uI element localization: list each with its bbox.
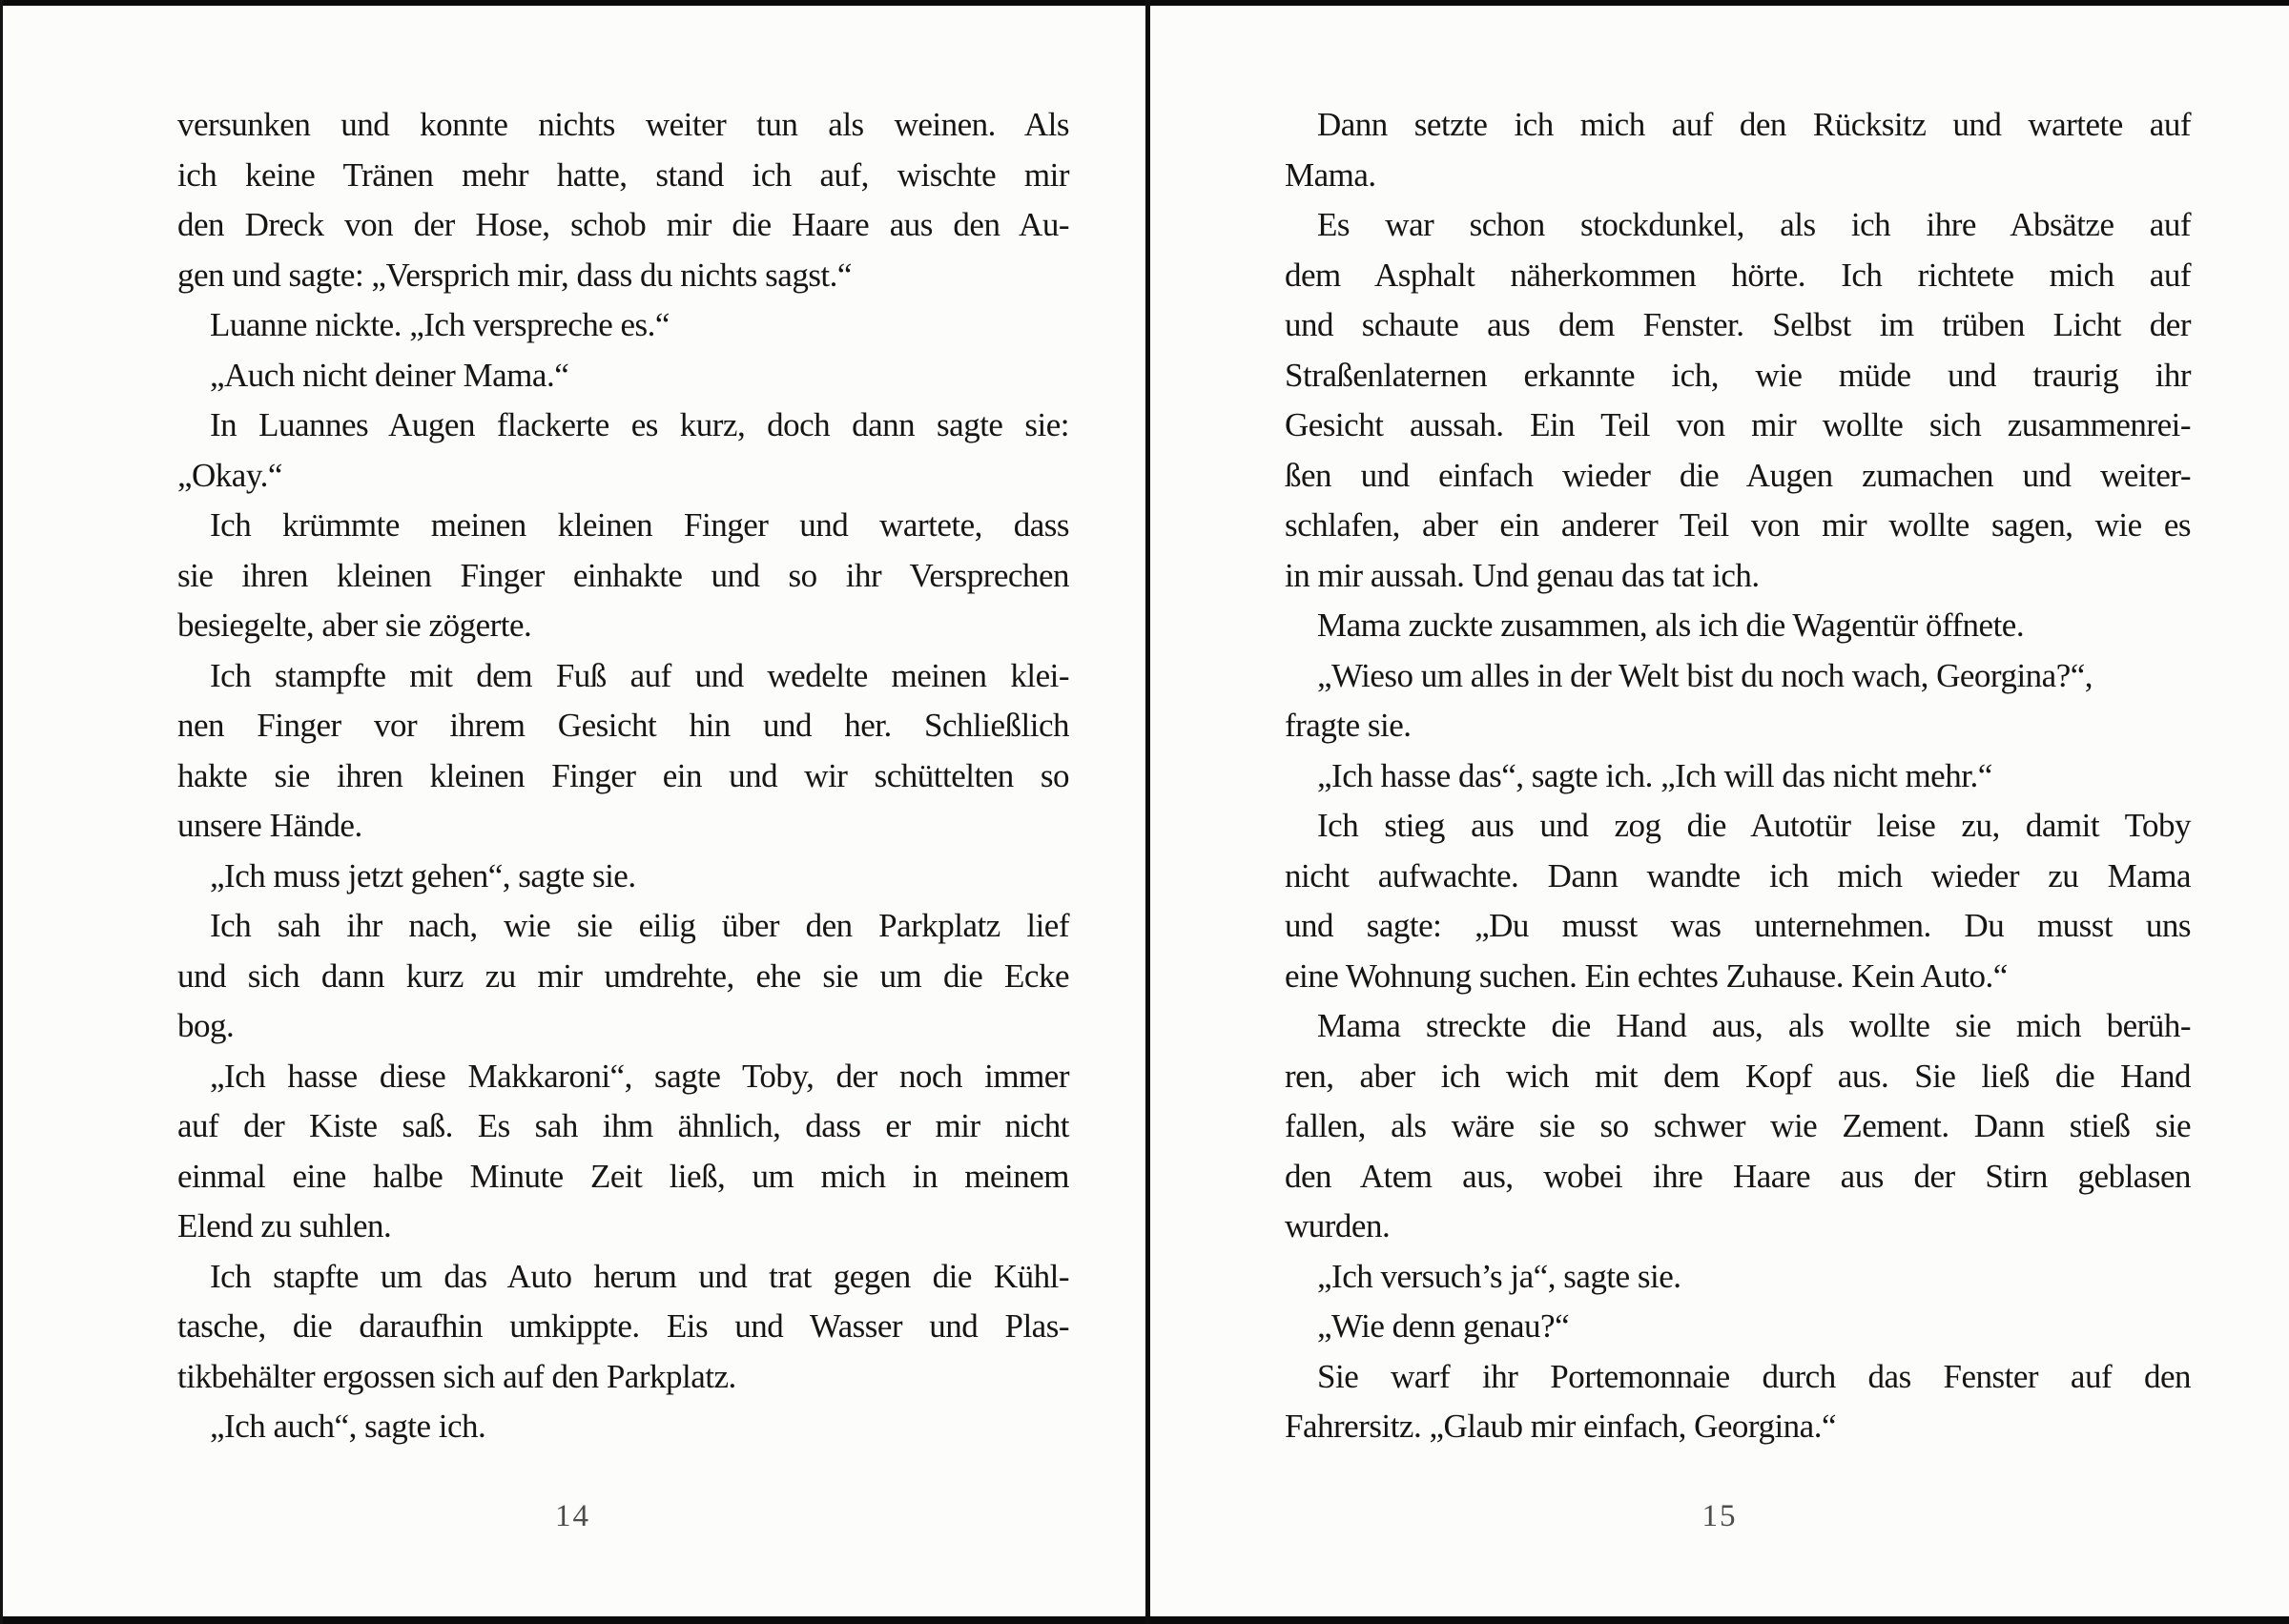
- text-line: In Luannes Augen flackerte es kurz, doch dann sagte sie:: [210, 406, 1069, 443]
- text-line: hakte sie ihren kleinen Finger ein und wir schüttelten so: [177, 756, 1069, 794]
- text-line: schlafen, aber ein anderer Teil von mir wollte sagen, wie es: [1285, 506, 2191, 544]
- text-line: „Auch nicht deiner Mama.“: [210, 356, 569, 394]
- text-line: versunken und konnte nichts weiter tun als weinen. Als: [177, 106, 1069, 143]
- text-line: „Ich muss jetzt gehen“, sagte sie.: [210, 856, 636, 894]
- text-line: und schaute aus dem Fenster. Selbst im trüben Licht der: [1285, 306, 2191, 343]
- text-line: Mama zuckte zusammen, als ich die Wagentür öffnete.: [1317, 606, 2025, 644]
- page-left-page-number: 14: [555, 1499, 590, 1533]
- text-line: „Wie denn genau?“: [1317, 1307, 1570, 1345]
- text-line: Ich stampfte mit dem Fuß auf und wedelte meinen klei-: [210, 656, 1069, 694]
- text-line: Ich krümmte meinen kleinen Finger und wartete, dass: [210, 506, 1069, 544]
- text-line: ßen und einfach wieder die Augen zumachen und weiter-: [1285, 456, 2191, 494]
- text-line: und sagte: „Du musst was unternehmen. Du musst uns: [1285, 907, 2191, 944]
- text-line: Mama streckte die Hand aus, als wollte sie mich berüh-: [1317, 1007, 2191, 1044]
- text-line: ich keine Tränen mehr hatte, stand ich auf, wischte mir: [177, 155, 1069, 194]
- text-line: fallen, als wäre sie so schwer wie Zement. Dann stieß sie: [1285, 1107, 2191, 1144]
- text-line: eine Wohnung suchen. Ein echtes Zuhause. Kein Auto.“: [1285, 956, 2008, 995]
- text-line: in mir aussah. Und genau das tat ich.: [1285, 556, 1760, 594]
- text-line: nicht aufwachte. Dann wandte ich mich wieder zu Mama: [1285, 856, 2191, 894]
- text-line: „Wieso um alles in der Welt bist du noch wach, Georgina?“,: [1317, 656, 2093, 694]
- page-right: [1150, 0, 2289, 1624]
- text-line: tikbehälter ergossen sich auf den Parkplatz.: [177, 1357, 736, 1395]
- text-line: dem Asphalt näherkommen hörte. Ich richtete mich auf: [1285, 256, 2191, 294]
- page-right-page-number: 15: [1701, 1499, 1738, 1533]
- text-line: Ich stapfte um das Auto herum und trat gegen die Kühl-: [210, 1257, 1069, 1295]
- text-line: Straßenlaternen erkannte ich, wie müde und traurig ihr: [1285, 356, 2191, 394]
- text-line: und sich dann kurz zu mir umdrehte, ehe sie um die Ecke: [177, 956, 1069, 995]
- text-line: besiegelte, aber sie zögerte.: [177, 606, 532, 644]
- text-line: unsere Hände.: [177, 807, 362, 844]
- text-line: auf der Kiste saß. Es sah ihm ähnlich, dass er mir nicht: [177, 1107, 1069, 1144]
- text-line: Gesicht aussah. Ein Teil von mir wollte sich zusammenrei-: [1285, 406, 2191, 443]
- text-line: wurden.: [1285, 1207, 1391, 1244]
- text-line: Sie warf ihr Portemonnaie durch das Fenster auf den: [1317, 1357, 2191, 1395]
- text-line: den Dreck von der Hose, schob mir die Haare aus den Au-: [177, 206, 1069, 243]
- text-line: Ich stieg aus und zog die Autotür leise zu, damit Toby: [1317, 807, 2191, 844]
- text-line: Dann setzte ich mich auf den Rücksitz und wartete auf: [1317, 106, 2191, 143]
- text-line: „Ich versuch’s ja“, sagte sie.: [1317, 1257, 1681, 1295]
- text-line: Luanne nickte. „Ich verspreche es.“: [210, 306, 670, 343]
- text-line: „Ich hasse das“, sagte ich. „Ich will das nicht mehr.“: [1317, 756, 1992, 794]
- text-line: Es war schon stockdunkel, als ich ihre Absätze auf: [1317, 206, 2191, 243]
- page-right-text-block: [1285, 100, 2191, 1452]
- text-line: Ich sah ihr nach, wie sie eilig über den Parkplatz lief: [210, 907, 1069, 944]
- text-line: bog.: [177, 1007, 235, 1044]
- text-line: gen und sagte: „Versprich mir, dass du nichts sagst.“: [177, 256, 852, 294]
- text-line: ren, aber ich wich mit dem Kopf aus. Sie ließ die Hand: [1285, 1057, 2191, 1095]
- text-line: „Okay.“: [177, 456, 282, 494]
- text-line: sie ihren kleinen Finger einhakte und so ihr Versprechen: [177, 556, 1069, 594]
- text-line: einmal eine halbe Minute Zeit ließ, um mich in meinem: [177, 1157, 1069, 1195]
- text-line: „Ich hasse diese Makkaroni“, sagte Toby, der noch immer: [210, 1057, 1069, 1095]
- text-line: tasche, die daraufhin umkippte. Eis und Wasser und Plas-: [177, 1307, 1069, 1345]
- text-line: den Atem aus, wobei ihre Haare aus der Stirn geblasen: [1285, 1157, 2191, 1195]
- text-line: Mama.: [1285, 155, 1376, 194]
- page-left-text-block: [177, 100, 1069, 1452]
- text-line: Elend zu suhlen.: [177, 1207, 392, 1244]
- text-line: Fahrersitz. „Glaub mir einfach, Georgina.“: [1285, 1408, 1836, 1445]
- text-line: nen Finger vor ihrem Gesicht hin und her. Schließlich: [177, 707, 1069, 744]
- text-line: fragte sie.: [1285, 707, 1412, 744]
- text-line: „Ich auch“, sagte ich.: [210, 1408, 486, 1445]
